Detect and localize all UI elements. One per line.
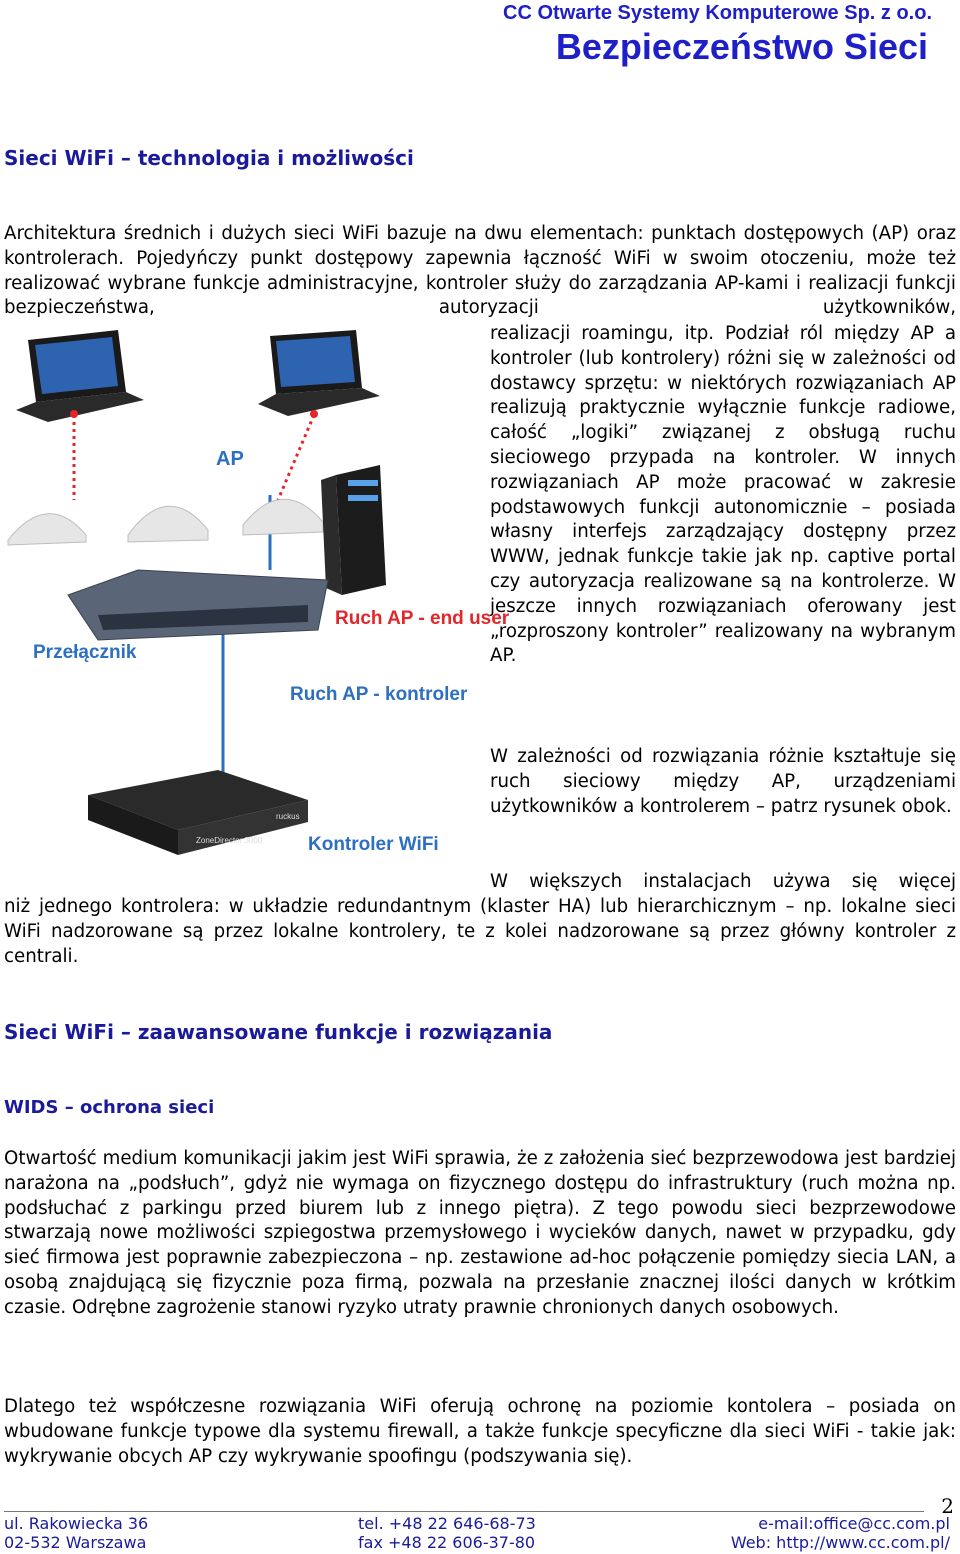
diagram-svg: [8, 330, 510, 870]
access-point-icon: [8, 499, 323, 545]
figure-label-ap: AP: [216, 448, 244, 470]
laptop-right-icon: [258, 330, 380, 418]
figure-label-controller: Kontroler WiFi: [308, 834, 439, 855]
subheading-wids: WIDS – ochrona sieci: [4, 1097, 215, 1118]
page-number: 2: [941, 1494, 954, 1518]
figure-label-traffic-enduser: Ruch AP - end user: [335, 608, 510, 629]
footer-address-city: 02-532 Warszawa: [4, 1533, 147, 1552]
controller-brand-label: ZoneDirector 3000: [196, 836, 263, 845]
footer-divider: [4, 1511, 924, 1512]
company-name: CC Otwarte Systemy Komputerowe Sp. z o.o.: [503, 2, 932, 24]
switch-icon: [68, 570, 328, 640]
wireless-link-right: [278, 415, 314, 500]
footer-email[interactable]: e-mail:office@cc.com.pl: [758, 1514, 950, 1533]
footer-phone: tel. +48 22 646-68-73: [358, 1514, 536, 1533]
controller-vendor-label: ruckus: [276, 812, 300, 821]
side-paragraph-traffic: W zależności od rozwiązania różnie kształtuje się ruch sieciowy między AP, urządzeniami użytkowników a kontrolerem – patrz rysunek obok.: [490, 746, 956, 817]
side-paragraph-controllers-start: W większych instalacjach używa się więcej: [490, 871, 956, 892]
paragraph-wids-threats: Otwartość medium komunikacji jakim jest WiFi sprawia, że z założenia sieć bezprzewodowa jest bardziej narażona na „podsłuch”, gdyż nie wymaga on fizycznego dostępu do infrastruktury (ruch można np. podsłuchać z parkingu przed biurem lub z innego piętra). Z tego powodu sieci bezprzewodowe stwarzają nowe możliwości szpiegostwa przemysłowego i wycieków danych, nawet w przypadku, gdy sieć firmowa jest poprawnie zabezpieczona – np. zestawione ad-hoc połączenie pomiędzy siecia LAN, a osobą znajdującą się fizycznie poza firmą, pozwala na przesłanie znacznej ilości danych w krótkim czasie. Odrębne zagrożenie stanowi ryzyko utraty prawnie chronionych danych osobowych.: [4, 1148, 956, 1318]
section-heading-advanced-functions: Sieci WiFi – zaawansowane funkcje i rozwiązania: [4, 1020, 553, 1044]
intro-paragraph: Architektura średnich i dużych sieci WiFi bazuje na dwu elementach: punktach dostępowych (AP) oraz kontrolerach. Pojedyńczy punkt dostępowy zapewnia łączność WiFi w swoim otoczeniu, może też realizować wybrane funkcje administracyjne, kontroler służy do zarządzania AP-kami i realizacji funkcji bezpieczeństwa, autoryzacji użytkowników,: [4, 223, 956, 319]
controller-icon: [88, 770, 308, 855]
section-heading-wifi-technology: Sieci WiFi – technologia i możliwości: [4, 146, 414, 170]
wifi-architecture-diagram: [8, 330, 510, 870]
footer-address-street: ul. Rakowiecka 36: [4, 1514, 149, 1533]
paragraph-wids-protection: Dlatego też współczesne rozwiązania WiFi oferują ochronę na poziomie kontolera – posiada on wbudowane funkcje typowe dla systemu firewall, a także funkcje specyficzne dla sieci WiFi - takie jak: wykrywanie obcych AP czy wykrywanie spoofingu (podszywania się).: [4, 1396, 956, 1467]
paragraph-controllers: niż jednego kontrolera: w układzie redundantnym (klaster HA) lub hierarchicznym – np. lokalne sieci WiFi nadzorowane są przez lokalne kontrolery, te z kolei nadzorowane są przez główny kontroler z centrali.: [4, 896, 956, 967]
server-icon: [321, 465, 386, 595]
figure-label-traffic-controller: Ruch AP - kontroler: [290, 684, 468, 705]
footer-website[interactable]: Web: http://www.cc.com.pl/: [730, 1533, 950, 1552]
document-title: Bezpieczeństwo Sieci: [555, 26, 928, 67]
laptop-left-icon: [16, 330, 144, 422]
figure-label-switch: Przełącznik: [33, 642, 137, 663]
side-paragraph-roles: realizacji roamingu, itp. Podział ról między AP a kontroler (lub kontrolery) różni się w zależności od dostawcy sprzętu: w niektórych rozwiązaniach AP realizują praktycznie wyłącznie funkcje radiowe, całość „logiki” związanej z obsługą ruchu sieciowego przypada na kontroler. W innych rozwiązaniach AP może pracować w zakresie podstawowych funkcji autonomicznie – posiada własny interfejs zarządzający dostępny przez WWW, jednak funkcje takie jak np. captive portal czy autoryzacja realizowane są na kontrolerze. W jeszcze innych rozwiązaniach oferowany jest „rozproszony kontroler” realizowany na wybranym AP.: [490, 323, 956, 667]
footer-fax: fax +48 22 606-37-80: [358, 1533, 536, 1552]
